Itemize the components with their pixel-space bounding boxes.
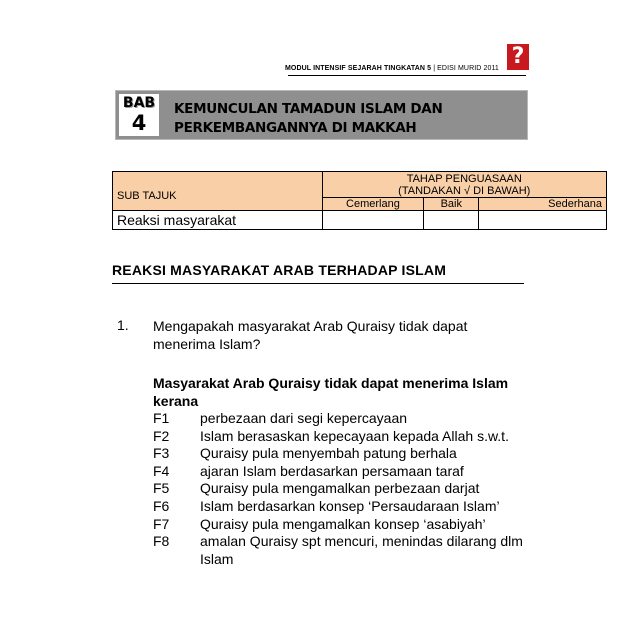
header-rule — [288, 75, 526, 76]
question-number: 1. — [117, 317, 129, 333]
point-key: F7 — [153, 515, 170, 532]
point-key: F5 — [153, 480, 170, 497]
list-item — [153, 516, 528, 534]
sub-heading-label: SUB TAJUK — [113, 172, 323, 211]
edition-label: | EDISI MURID 2011 — [433, 65, 499, 72]
list-item — [153, 445, 528, 463]
module-header — [285, 65, 499, 72]
point-key: F4 — [153, 462, 170, 479]
chapter-badge — [119, 94, 159, 136]
checkbox-sederhana[interactable] — [479, 211, 607, 230]
question-text: Mengapakah masyarakat Arab Quraisy tidak dapat menerima Islam? — [153, 318, 468, 352]
level-baik: Baik — [424, 198, 479, 211]
list-item — [153, 428, 528, 446]
bab-label: BAB — [122, 95, 156, 111]
level-heading: TAHAP PENGUASAAN — [322, 172, 607, 186]
level-sederhana: Sederhana — [479, 198, 607, 211]
row-topic: Reaksi masyarakat — [113, 211, 323, 230]
list-item — [153, 533, 528, 568]
section-title: REAKSI MASYARAKAT ARAB TERHADAP ISLAM — [112, 262, 447, 278]
list-item — [153, 410, 528, 428]
list-item — [153, 498, 528, 516]
point-key: F8 — [153, 533, 170, 550]
point-key: F6 — [153, 497, 170, 514]
answer-points — [153, 410, 528, 568]
level-instruction: (TANDAKAN √ DI BAWAH) — [322, 185, 607, 198]
checkbox-cemerlang[interactable] — [322, 211, 424, 230]
point-text: ajaran Islam berdasarkan persamaan taraf — [200, 462, 464, 479]
module-title: MODUL INTENSIF SEJARAH TINGKATAN 5 — [285, 65, 432, 72]
answer-intro: Masyarakat Arab Quraisy tidak dapat menerima Islam kerana — [153, 375, 509, 409]
chapter-title: KEMUNCULAN TAMADUN ISLAM DAN PERKEMBANGANNYA DI MAKKAH — [174, 101, 443, 136]
point-key: F3 — [153, 445, 170, 462]
question-mark-icon: ? — [507, 44, 529, 70]
list-item — [153, 463, 528, 481]
point-key: F2 — [153, 427, 170, 444]
point-text: amalan Quraisy spt mencuri, menindas dilarang dlm Islam — [200, 533, 523, 567]
point-text: perbezaan dari segi kepercayaan — [200, 410, 408, 426]
point-text: Quraisy pula mengamalkan konsep ‘asabiyah’ — [200, 515, 486, 532]
point-key: F1 — [153, 410, 170, 426]
point-text: Quraisy pula menyembah patung berhala — [200, 445, 457, 462]
level-cemerlang: Cemerlang — [322, 198, 424, 211]
list-item — [153, 480, 528, 498]
chapter-banner — [115, 90, 528, 140]
point-text: Islam berdasarkan konsep ‘Persaudaraan Islam’ — [200, 497, 500, 514]
mastery-table — [112, 171, 607, 230]
checkbox-baik[interactable] — [424, 211, 479, 230]
point-text: Islam berasaskan kepecayaan kepada Allah s.w.t. — [200, 427, 509, 444]
section-rule — [112, 283, 524, 284]
bab-number: 4 — [131, 111, 147, 135]
point-text: Quraisy pula mengamalkan perbezaan darjat — [200, 480, 480, 497]
